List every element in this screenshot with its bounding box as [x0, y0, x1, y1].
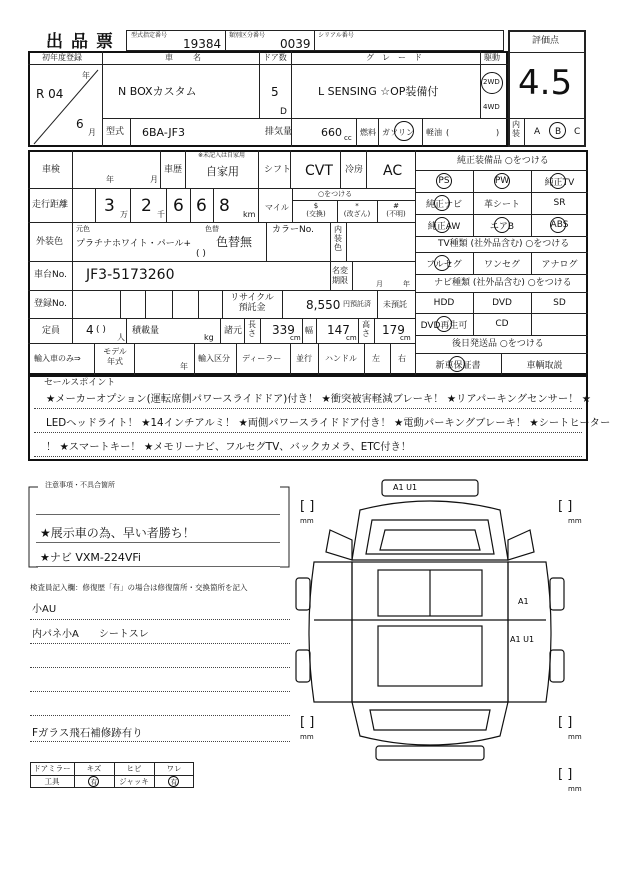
equip-sr: SR [553, 198, 566, 208]
fuel-gasoline: ガソリン [382, 128, 414, 137]
model-code: 6BA-JF3 [142, 126, 185, 139]
door-type: D [280, 107, 287, 117]
seating-capacity: 4 [86, 323, 94, 337]
sales-line-3: ！ ★スマートキー！ ★メモリーナビ、フルセグTV、バックカメラ、ETC付き！ [46, 441, 412, 453]
equip-ps: PS [438, 176, 450, 186]
shift-type: CVT [305, 163, 333, 179]
mileage-10k: 3 [104, 196, 115, 216]
recycle-fee: 8,550 [306, 298, 341, 312]
form-title: 出品票 [46, 32, 121, 52]
diagram-top-code: A1 U1 [393, 483, 418, 492]
first-reg-month: 6 [76, 117, 84, 131]
inspector-label: 検査員記入欄：修復歴「有」の場合は修復箇所・交換箇所を記入 [30, 583, 248, 592]
inspector-line-1: 小AU [32, 604, 57, 615]
mileage-1k: 2 [141, 196, 152, 216]
tv-oneseg: ワンセグ [483, 259, 520, 270]
car-name: N BOXカスタム [118, 85, 197, 98]
air-conditioner: AC [383, 163, 403, 179]
mileage-digit-1: 6 [173, 196, 184, 216]
notes-line-1: ★展示車の為、早い者勝ち！ [40, 526, 195, 540]
first-reg-year: R 04 [36, 87, 64, 101]
navi-cd: CD [495, 319, 509, 329]
later-items-header: 後日発送品 ○をつける [452, 339, 544, 349]
navi-hdd: HDD [433, 297, 455, 308]
tv-fullseg: フルセグ [426, 259, 462, 270]
interior-grade-b: B [555, 127, 562, 137]
grade-name: L SENSING ☆OP装備付 [318, 85, 439, 98]
grade-score-label: 評価点 [532, 36, 560, 46]
tv-analog: アナログ [541, 259, 578, 270]
diagram-right-code-1: A1 [518, 597, 529, 606]
equip-aw: 純正AW [427, 221, 461, 232]
inspector-line-6: Fガラス飛石補修跡有り [32, 727, 143, 739]
inspector-line-2: 内パネ小A シートスレ [32, 629, 149, 640]
mileage-digit-3: 8 [219, 196, 230, 216]
interior-grade-a: A [534, 127, 541, 137]
diagram-right-code-2: A1 U1 [510, 635, 535, 644]
later-warranty: 新車保証書 [435, 360, 481, 371]
equip-leather: 革シート [483, 199, 520, 210]
chassis-number: JF3-5173260 [86, 267, 175, 283]
serial-no-cell: シリアル番号 [314, 30, 504, 51]
door-count: 5 [271, 85, 279, 99]
equip-navi: 純正ナビ [425, 199, 462, 210]
height-cm: 179 [382, 323, 405, 337]
navi-sd: SD [553, 297, 566, 308]
equipment-header: 純正装備品 ○をつける [457, 156, 549, 166]
equip-pw: PW [494, 176, 510, 186]
navi-dvd: DVD [492, 297, 512, 308]
equip-abs: ABS [550, 220, 569, 230]
later-manual: 車輌取説 [526, 360, 563, 371]
type-no-cell: 型式指定番号 19384 [126, 30, 226, 51]
vehicle-history: 自家用 [206, 165, 239, 178]
navi-type-header: ナビ種類 (社外品含む) ○をつける [434, 278, 572, 288]
tv-type-header: TV種類 (社外品含む) ○をつける [438, 239, 570, 249]
overall-score: 4.5 [518, 63, 573, 103]
sales-points-label: セールスポイント [44, 378, 116, 388]
exterior-color: プラチナホワイト・パール+ [76, 239, 192, 249]
interior-grade-c: C [574, 127, 581, 137]
displacement: 660 [321, 126, 342, 139]
width-cm: 147 [327, 323, 350, 337]
type-no: 19384 [183, 37, 222, 51]
car-damage-diagram [290, 470, 610, 810]
class-no-cell: 類別区分番号 0039 [225, 30, 315, 51]
equip-airbag: エアB [489, 221, 515, 232]
mileage-digit-2: 6 [196, 196, 207, 216]
notes-label: 注意事項・不具合箇所 [42, 482, 118, 489]
length-cm: 339 [272, 323, 295, 337]
sales-line-1: ★メーカーオプション(運転席側パワースライドドア)付き！ ★衝突被害軽減ブレーキ！ ★リアパーキングセンサー！ ★ [46, 393, 592, 405]
equip-tv: 純正TV [544, 177, 575, 188]
notes-line-2: ★ナビ VXM-224VFi [40, 551, 141, 564]
sales-line-2: LEDヘッドライト！ ★14インチアルミ！ ★両側パワースライドドア付き！ ★電動パーキングブレーキ！ ★シートヒーター [46, 417, 611, 429]
color-change: 色替無 [216, 235, 253, 249]
navi-dvd-play: DVD再生可 [420, 320, 468, 331]
class-no: 0039 [280, 37, 311, 51]
